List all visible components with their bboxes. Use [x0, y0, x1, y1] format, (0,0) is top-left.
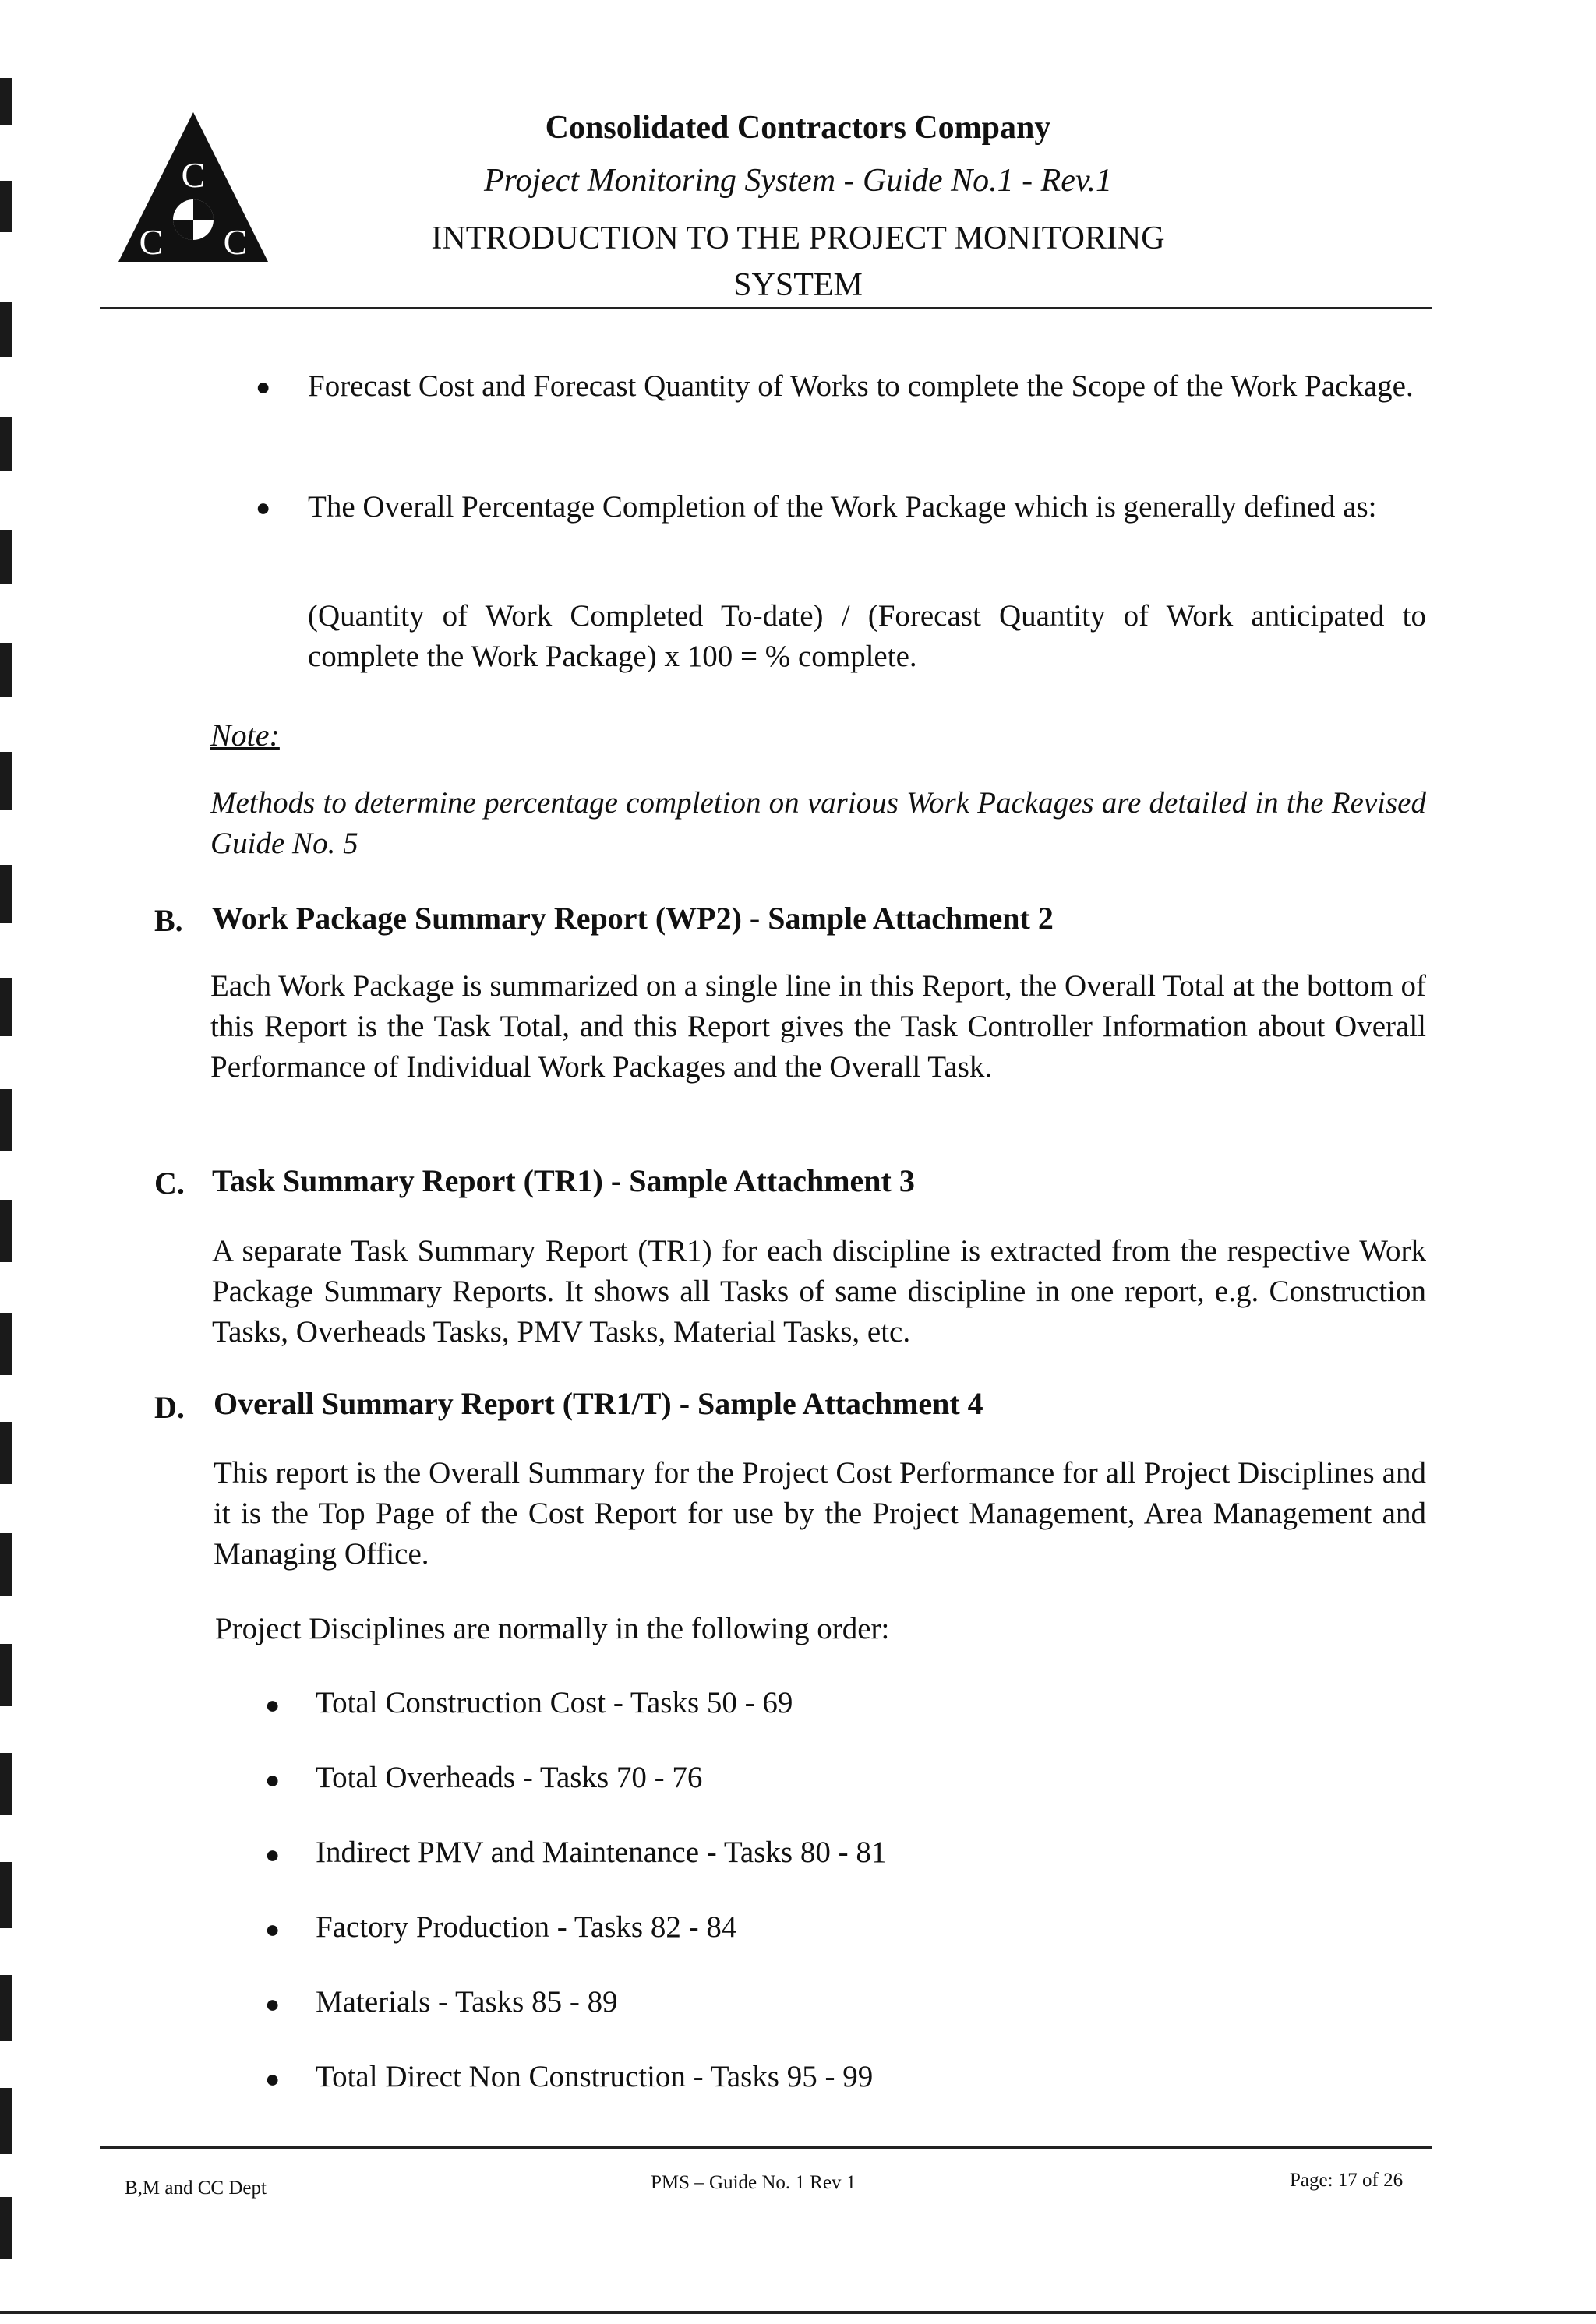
binder-mark — [0, 643, 12, 697]
note-label: Note: — [210, 718, 280, 753]
bullet-dot: ● — [265, 2065, 281, 2093]
binder-mark — [0, 1313, 12, 1375]
binder-mark — [0, 1533, 12, 1596]
section-b-letter: B. — [154, 903, 183, 938]
discipline-item: Indirect PMV and Maintenance - Tasks 80 - 81 — [316, 1836, 887, 1869]
binder-mark — [0, 865, 12, 923]
binder-mark — [0, 1644, 12, 1706]
footer-department: B,M and CC Dept — [125, 2178, 267, 2199]
section-d-heading: Overall Summary Report (TR1/T) - Sample Attachment 4 — [214, 1386, 983, 1421]
binder-mark — [0, 1753, 12, 1815]
bullet-dot: ● — [265, 1915, 281, 1943]
binder-mark — [0, 1089, 12, 1151]
section-d-text: This report is the Overall Summary for the Project Cost Performance for all Project Disciplines and it is the Top Page of the Cost Report for use by the Project Management, Area Management and Managing Office. — [214, 1456, 1426, 1571]
section-d-letter: D. — [154, 1390, 185, 1425]
document-subtitle: Project Monitoring System - Guide No.1 - Rev.1 — [484, 163, 1112, 199]
footer-divider — [100, 2146, 1432, 2149]
bullet-dot: ● — [265, 1691, 281, 1719]
logo-letter-top: C — [181, 155, 206, 195]
section-b-heading: Work Package Summary Report (WP2) - Sample Attachment 2 — [212, 901, 1054, 936]
section-c-letter: C. — [154, 1166, 185, 1201]
binder-mark — [0, 1200, 12, 1262]
binder-mark — [0, 2088, 12, 2154]
logo-letter-left: C — [139, 222, 164, 262]
binder-mark — [0, 1422, 12, 1484]
bullet-dot: ● — [265, 1990, 281, 2018]
bullet-dot: ● — [265, 1840, 281, 1868]
disciplines-intro: Project Disciplines are normally in the following order: — [215, 1612, 890, 1645]
binder-mark — [0, 302, 12, 357]
binder-mark — [0, 530, 12, 584]
binder-mark — [0, 1862, 12, 1928]
footer-page-number: Page: 17 of 26 — [1290, 2170, 1404, 2191]
document-title — [0, 215, 1596, 309]
binder-mark — [0, 417, 12, 471]
percentage-formula: (Quantity of Work Completed To-date) / (Forecast Quantity of Work anticipated to complete the Work Package) x 100 = % complete. — [308, 599, 1426, 673]
bullet-dot: ● — [256, 493, 271, 521]
discipline-item: Total Direct Non Construction - Tasks 95 - 99 — [316, 2060, 874, 2093]
bullet-forecast-cost: Forecast Cost and Forecast Quantity of Works to complete the Scope of the Work Package. — [308, 369, 1414, 403]
logo-letter-right: C — [223, 222, 248, 262]
section-b-text: Each Work Package is summarized on a single line in this Report, the Overall Total at the bottom of this Report is the Task Total, and this Report gives the Task Controller Information about Overall Performance of Individual Work Packages and the Overall Task. — [210, 969, 1426, 1084]
header-divider — [100, 307, 1432, 309]
bullet-overall-percentage: The Overall Percentage Completion of the Work Package which is generally defined as: — [308, 490, 1377, 524]
binder-mark — [0, 1975, 12, 2041]
binder-mark — [0, 2197, 12, 2259]
section-c-text: A separate Task Summary Report (TR1) for each discipline is extracted from the respective Work Package Summary Reports. It shows all Tasks of same discipline in one report, e.g. Construction Tasks, Overheads Tasks, PMV Tasks, Material Tasks, etc. — [212, 1234, 1426, 1349]
binder-mark — [0, 752, 12, 810]
discipline-item: Materials - Tasks 85 - 89 — [316, 1985, 618, 2019]
bullet-dot: ● — [256, 372, 271, 400]
document-title-line1: INTRODUCTION TO THE PROJECT MONITORING — [431, 220, 1165, 256]
document-title-line2: SYSTEM — [733, 267, 863, 303]
note-text: Methods to determine percentage completion on various Work Packages are detailed in the Revised Guide No. 5 — [210, 786, 1426, 860]
binder-mark — [0, 978, 12, 1036]
company-name: Consolidated Contractors Company — [545, 110, 1051, 146]
page-bottom-edge — [0, 2311, 1596, 2314]
discipline-item: Factory Production - Tasks 82 - 84 — [316, 1910, 737, 1944]
section-c-heading: Task Summary Report (TR1) - Sample Attachment 3 — [212, 1163, 915, 1198]
footer-guide: PMS – Guide No. 1 Rev 1 — [651, 2172, 856, 2193]
discipline-item: Total Overheads - Tasks 70 - 76 — [316, 1761, 703, 1794]
discipline-item: Total Construction Cost - Tasks 50 - 69 — [316, 1686, 793, 1719]
bullet-dot: ● — [265, 1765, 281, 1793]
